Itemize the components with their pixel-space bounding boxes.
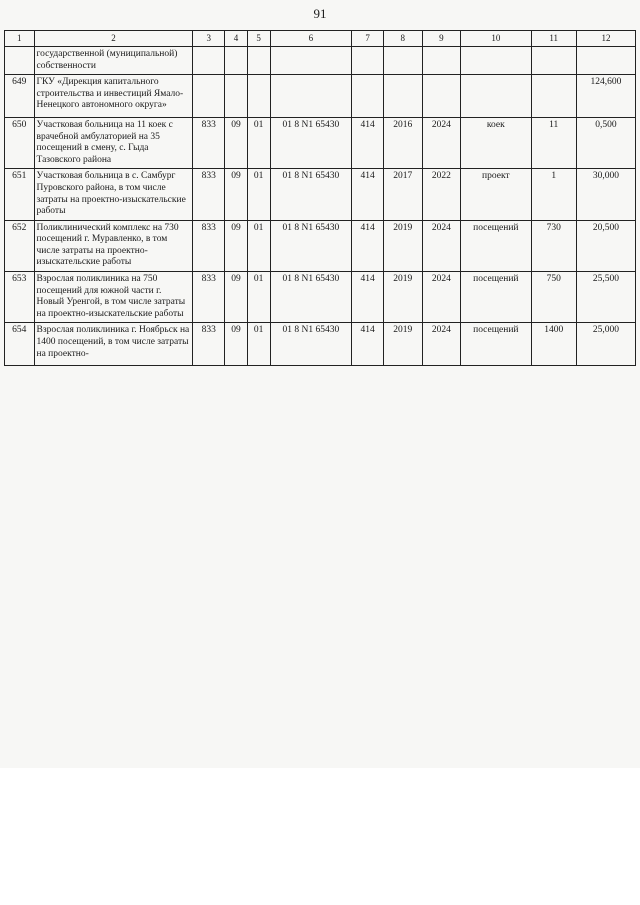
section-code: 09 — [225, 220, 248, 271]
expense-type — [352, 46, 384, 74]
end-year — [422, 75, 461, 118]
header-cell: 9 — [422, 31, 461, 47]
unit: коек — [461, 118, 531, 169]
table-row — [5, 272, 636, 323]
header-cell: 5 — [247, 31, 270, 47]
header-cell: 1 — [5, 31, 35, 47]
table-row — [5, 220, 636, 271]
capacity — [531, 75, 576, 118]
end-year: 2024 — [422, 323, 461, 366]
object-name: Участковая больница на 11 коек с врачебной амбулаторией на 35 посещений в смену, с. Гыда Тазовского района — [34, 118, 193, 169]
page-number: 91 — [313, 6, 327, 21]
subsection-code: 01 — [247, 118, 270, 169]
amount: 25,000 — [576, 323, 635, 366]
unit: проект — [461, 169, 531, 220]
budget-table — [4, 30, 636, 366]
capacity: 730 — [531, 220, 576, 271]
end-year: 2022 — [422, 169, 461, 220]
object-name: Участковая больница в с. Самбург Пуровского района, в том числе затраты на проектно-изыскательские работы — [34, 169, 193, 220]
amount — [576, 46, 635, 74]
row-number: 649 — [5, 75, 35, 118]
subsection-code: 01 — [247, 323, 270, 366]
expense-type: 414 — [352, 220, 384, 271]
budget-table-container — [4, 30, 636, 366]
capacity — [531, 46, 576, 74]
subsection-code: 01 — [247, 220, 270, 271]
subsection-code — [247, 46, 270, 74]
target-article — [270, 75, 352, 118]
subsection-code: 01 — [247, 272, 270, 323]
header-cell: 8 — [383, 31, 422, 47]
ministry-code: 833 — [193, 118, 225, 169]
table-row — [5, 75, 636, 118]
header-cell: 12 — [576, 31, 635, 47]
section-code: 09 — [225, 272, 248, 323]
ministry-code: 833 — [193, 272, 225, 323]
end-year: 2024 — [422, 272, 461, 323]
ministry-code: 833 — [193, 323, 225, 366]
ministry-code: 833 — [193, 220, 225, 271]
start-year: 2019 — [383, 272, 422, 323]
object-name: ГКУ «Дирекция капитального строительства и инвестиций Ямало-Ненецкого автономного округа» — [34, 75, 193, 118]
header-cell: 6 — [270, 31, 352, 47]
ministry-code — [193, 46, 225, 74]
start-year — [383, 75, 422, 118]
expense-type: 414 — [352, 272, 384, 323]
row-number: 653 — [5, 272, 35, 323]
header-cell: 3 — [193, 31, 225, 47]
amount: 25,500 — [576, 272, 635, 323]
expense-type: 414 — [352, 118, 384, 169]
table-header-row — [5, 31, 636, 47]
start-year: 2017 — [383, 169, 422, 220]
section-code: 09 — [225, 323, 248, 366]
end-year: 2024 — [422, 220, 461, 271]
subsection-code — [247, 75, 270, 118]
expense-type: 414 — [352, 323, 384, 366]
target-article: 01 8 N1 65430 — [270, 220, 352, 271]
table-row — [5, 323, 636, 366]
section-code — [225, 75, 248, 118]
object-name: Поликлинический комплекс на 730 посещений г. Муравленко, в том числе затраты на проектно-изыскательские работы — [34, 220, 193, 271]
start-year: 2019 — [383, 220, 422, 271]
header-cell: 7 — [352, 31, 384, 47]
row-number: 650 — [5, 118, 35, 169]
capacity: 1400 — [531, 323, 576, 366]
unit: посещений — [461, 323, 531, 366]
row-number — [5, 46, 35, 74]
target-article: 01 8 N1 65430 — [270, 169, 352, 220]
amount: 30,000 — [576, 169, 635, 220]
expense-type — [352, 75, 384, 118]
section-code — [225, 46, 248, 74]
target-article — [270, 46, 352, 74]
header-cell: 10 — [461, 31, 531, 47]
unit: посещений — [461, 220, 531, 271]
object-name: Взрослая поликлиника на 750 посещений для южной части г. Новый Уренгой, в том числе затраты на проектно-изыскательские работы — [34, 272, 193, 323]
table-row — [5, 118, 636, 169]
header-cell: 4 — [225, 31, 248, 47]
header-cell: 2 — [34, 31, 193, 47]
blank-area-below-page — [0, 768, 640, 905]
amount: 0,500 — [576, 118, 635, 169]
expense-type: 414 — [352, 169, 384, 220]
object-name: государственной (муниципальной) собственности — [34, 46, 193, 74]
amount: 124,600 — [576, 75, 635, 118]
end-year — [422, 46, 461, 74]
amount: 20,500 — [576, 220, 635, 271]
start-year: 2016 — [383, 118, 422, 169]
row-number: 654 — [5, 323, 35, 366]
table-row — [5, 46, 636, 74]
capacity: 1 — [531, 169, 576, 220]
row-number: 652 — [5, 220, 35, 271]
start-year: 2019 — [383, 323, 422, 366]
target-article: 01 8 N1 65430 — [270, 323, 352, 366]
unit — [461, 75, 531, 118]
row-number: 651 — [5, 169, 35, 220]
capacity: 750 — [531, 272, 576, 323]
section-code: 09 — [225, 169, 248, 220]
unit: посещений — [461, 272, 531, 323]
target-article: 01 8 N1 65430 — [270, 118, 352, 169]
ministry-code: 833 — [193, 169, 225, 220]
object-name: Взрослая поликлиника г. Ноябрьск на 1400 посещений, в том числе затраты на проектно- — [34, 323, 193, 366]
header-cell: 11 — [531, 31, 576, 47]
table-row — [5, 169, 636, 220]
section-code: 09 — [225, 118, 248, 169]
target-article: 01 8 N1 65430 — [270, 272, 352, 323]
subsection-code: 01 — [247, 169, 270, 220]
end-year: 2024 — [422, 118, 461, 169]
capacity: 11 — [531, 118, 576, 169]
start-year — [383, 46, 422, 74]
ministry-code — [193, 75, 225, 118]
unit — [461, 46, 531, 74]
